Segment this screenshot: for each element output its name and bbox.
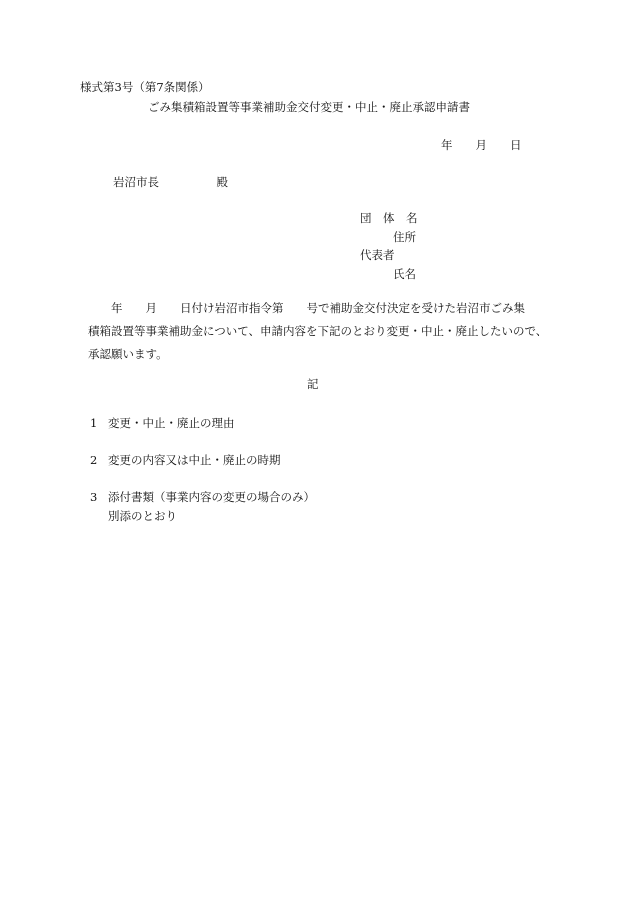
- applicant-representative-label: 代表者: [360, 248, 395, 262]
- body-line-3: 承認願います。: [88, 347, 168, 361]
- item-1-number: 1: [90, 416, 98, 430]
- item-3-number: 3: [90, 490, 98, 504]
- body-line-1: 年 月 日付け岩沼市指令第 号で補助金交付決定を受けた岩沼市ごみ集: [88, 301, 525, 315]
- date-line: 年 月 日: [441, 138, 522, 152]
- item-1-label: 変更・中止・廃止の理由: [108, 416, 235, 430]
- body-line-2: 積箱設置等事業補助金について、申請内容を下記のとおり変更・中止・廃止したいので、: [88, 324, 548, 338]
- applicant-address-label: 住所: [393, 230, 416, 244]
- addressee: 岩沼市長 殿: [113, 175, 228, 189]
- applicant-name-label: 氏名: [393, 267, 416, 281]
- applicant-group-name-label: 団 体 名: [360, 211, 418, 225]
- item-2-number: 2: [90, 453, 98, 467]
- item-2-label: 変更の内容又は中止・廃止の時期: [108, 453, 281, 467]
- ki-heading: 記: [307, 377, 319, 391]
- item-3-label: 添付書類（事業内容の変更の場合のみ）: [108, 490, 315, 504]
- form-number: 様式第3号（第7条関係）: [80, 80, 210, 94]
- document-title: ごみ集積箱設置等事業補助金交付変更・中止・廃止承認申請書: [148, 100, 470, 114]
- body-paragraph: [88, 297, 558, 366]
- item-3-note: 別添のとおり: [108, 509, 177, 523]
